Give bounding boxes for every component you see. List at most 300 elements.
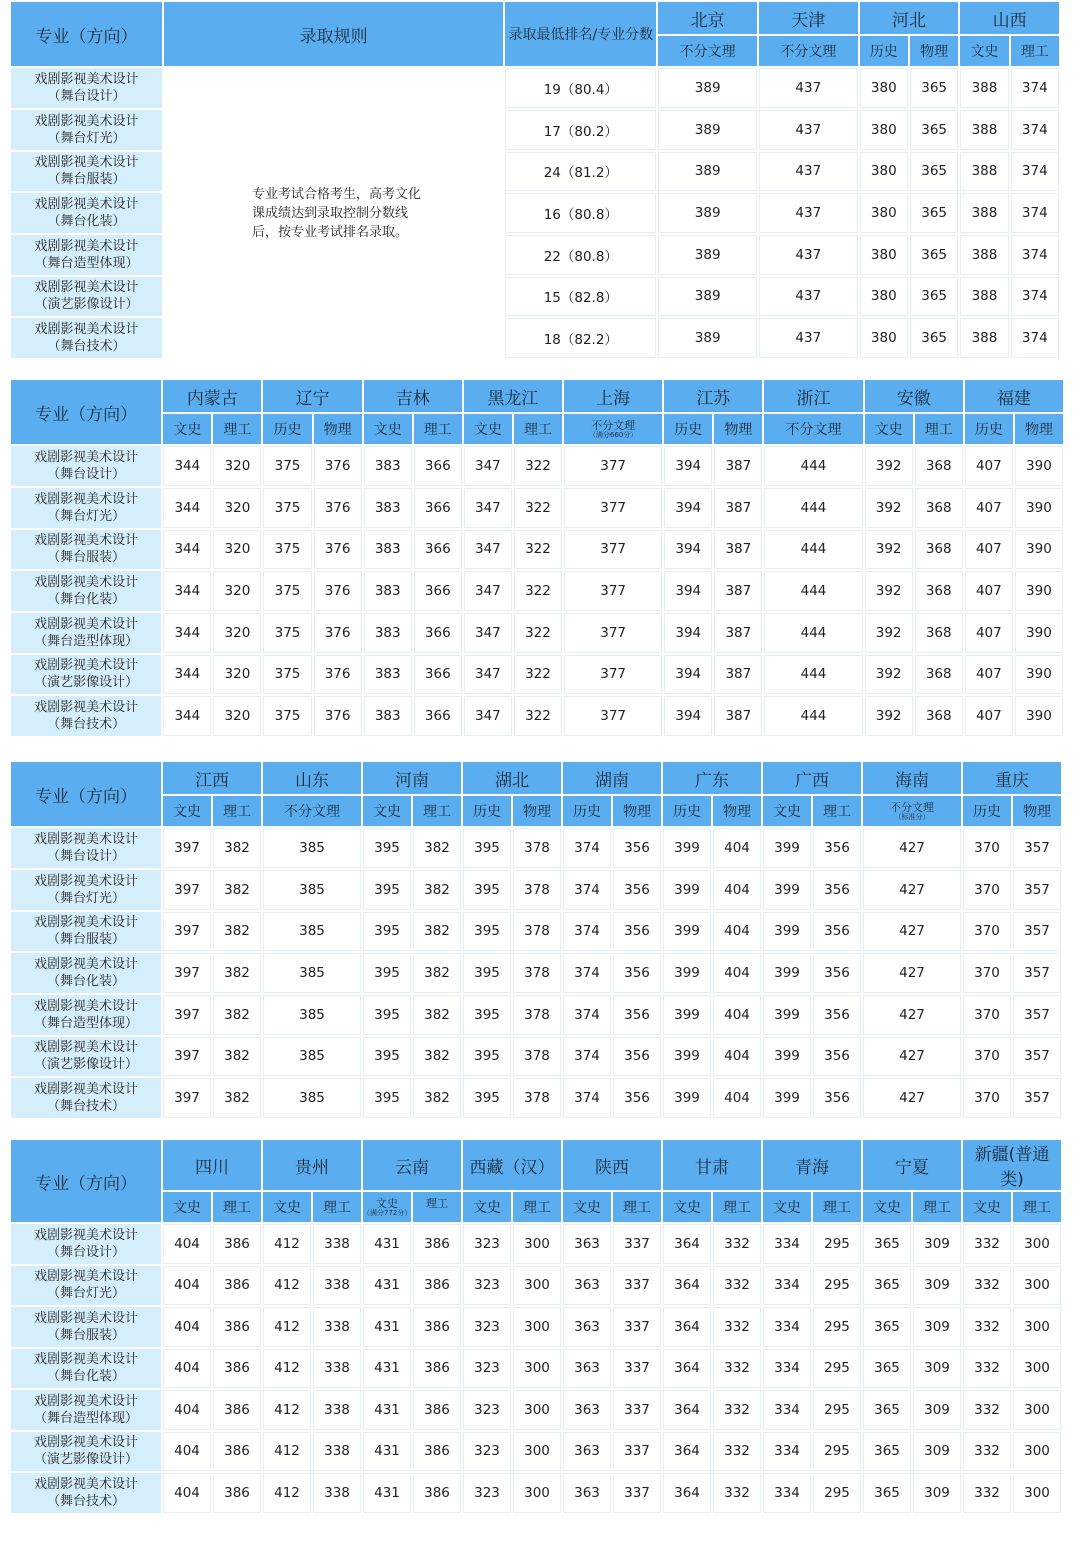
province-header: 江西 bbox=[163, 762, 261, 794]
score-cell: 320 bbox=[213, 696, 261, 736]
score-cell: 427 bbox=[863, 1037, 961, 1077]
score-cell: 399 bbox=[763, 828, 811, 868]
subject-note-spacer bbox=[413, 1209, 461, 1217]
score-cell: 323 bbox=[463, 1432, 511, 1472]
score-cell: 404 bbox=[163, 1307, 211, 1347]
table-row bbox=[11, 1349, 1061, 1389]
score-cell: 338 bbox=[313, 1473, 361, 1513]
score-cell: 387 bbox=[714, 696, 762, 736]
score-cell: 412 bbox=[263, 1266, 311, 1306]
major-name: 戏剧影视美术设计 bbox=[34, 533, 139, 549]
score-cell: 320 bbox=[213, 530, 261, 570]
major-direction: （舞台技术） bbox=[47, 339, 126, 355]
score-cell: 382 bbox=[413, 995, 461, 1035]
subject-header: 文史 bbox=[763, 796, 811, 826]
score-cell: 374 bbox=[1011, 68, 1059, 108]
score-cell: 356 bbox=[613, 912, 661, 952]
score-cell: 437 bbox=[759, 152, 858, 192]
score-cell: 320 bbox=[213, 446, 261, 486]
major-name-cell bbox=[11, 530, 161, 570]
subject-header: 物理 bbox=[713, 796, 761, 826]
subject-header: 理工 bbox=[213, 414, 261, 444]
major-name-cell bbox=[11, 488, 161, 528]
score-cell: 365 bbox=[863, 1224, 911, 1264]
score-cell: 407 bbox=[965, 446, 1013, 486]
table-row bbox=[11, 1307, 1061, 1347]
subject-header: 历史 bbox=[663, 796, 711, 826]
score-cell: 382 bbox=[213, 912, 261, 952]
major-name: 戏剧影视美术设计 bbox=[33, 1310, 138, 1326]
score-cell: 374 bbox=[1011, 110, 1059, 150]
score-cell: 357 bbox=[1013, 1037, 1061, 1077]
score-cell: 412 bbox=[263, 1224, 311, 1264]
table-row bbox=[11, 870, 1061, 910]
subject-header: 理工 bbox=[913, 1192, 961, 1222]
major-column-header: 专业（方向） bbox=[11, 1140, 161, 1222]
major-name: 戏剧影视美术设计 bbox=[33, 832, 138, 848]
score-cell: 332 bbox=[713, 1473, 761, 1513]
admission-rule-text: 专业考试合格考生，高考文化课成绩达到录取控制分数线后，按专业考试排名录取。 bbox=[164, 68, 503, 358]
subject-header bbox=[564, 414, 662, 444]
score-cell: 407 bbox=[965, 655, 1013, 695]
score-cell: 366 bbox=[414, 530, 462, 570]
major-name: 戏剧影视美术设计 bbox=[34, 616, 139, 632]
score-cell: 395 bbox=[363, 995, 411, 1035]
province-header: 福建 bbox=[965, 380, 1063, 412]
score-cell: 374 bbox=[563, 1037, 611, 1077]
score-cell: 437 bbox=[759, 193, 858, 233]
score-cell: 378 bbox=[513, 1037, 561, 1077]
score-cell: 389 bbox=[658, 68, 757, 108]
score-cell: 389 bbox=[658, 277, 757, 317]
score-cell: 399 bbox=[663, 828, 711, 868]
major-direction: （舞台设计） bbox=[47, 467, 126, 483]
score-cell: 386 bbox=[213, 1349, 261, 1389]
score-cell: 364 bbox=[663, 1307, 711, 1347]
score-cell: 380 bbox=[860, 68, 908, 108]
score-cell: 357 bbox=[1013, 828, 1061, 868]
score-cell: 347 bbox=[464, 488, 512, 528]
score-cell: 399 bbox=[663, 870, 711, 910]
score-cell: 357 bbox=[1013, 953, 1061, 993]
score-cell: 356 bbox=[813, 1037, 861, 1077]
table-row bbox=[11, 1224, 1061, 1264]
score-table-1 bbox=[9, 0, 1061, 360]
score-cell: 365 bbox=[910, 277, 958, 317]
score-cell: 366 bbox=[414, 488, 462, 528]
score-cell: 334 bbox=[763, 1349, 811, 1389]
subject-header: 物理 bbox=[314, 414, 362, 444]
score-cell: 357 bbox=[1013, 995, 1061, 1035]
major-name: 戏剧影视美术设计 bbox=[34, 658, 139, 674]
header-row-province bbox=[11, 1140, 1061, 1190]
table-row bbox=[11, 655, 1063, 695]
score-cell: 392 bbox=[865, 655, 913, 695]
score-cell: 388 bbox=[960, 68, 1008, 108]
score-cell: 300 bbox=[1013, 1224, 1061, 1264]
subject-header: 理工 bbox=[813, 1192, 861, 1222]
major-column-header: 专业（方向） bbox=[11, 2, 162, 66]
major-name: 戏剧影视美术设计 bbox=[33, 1393, 138, 1409]
major-name: 戏剧影视美术设计 bbox=[33, 1269, 138, 1285]
major-direction: （舞台设计） bbox=[46, 849, 125, 865]
subject-header: 物理 bbox=[1015, 414, 1063, 444]
score-cell: 357 bbox=[1013, 870, 1061, 910]
major-name: 戏剧影视美术设计 bbox=[33, 957, 138, 973]
major-name-cell bbox=[11, 1037, 161, 1077]
score-cell: 323 bbox=[463, 1224, 511, 1264]
score-cell: 356 bbox=[613, 1037, 661, 1077]
major-name: 戏剧影视美术设计 bbox=[33, 1040, 138, 1056]
major-direction: （舞台造型体现） bbox=[34, 633, 139, 649]
score-cell: 387 bbox=[714, 571, 762, 611]
province-header: 甘肃 bbox=[663, 1140, 761, 1190]
score-cell: 385 bbox=[263, 1078, 361, 1118]
province-header: 北京 bbox=[658, 2, 757, 34]
score-cell: 437 bbox=[759, 235, 858, 275]
major-name: 戏剧影视美术设计 bbox=[33, 1435, 138, 1451]
score-cell: 356 bbox=[813, 953, 861, 993]
table-row bbox=[11, 488, 1063, 528]
score-cell: 376 bbox=[314, 696, 362, 736]
score-cell: 386 bbox=[413, 1349, 461, 1389]
major-column-header: 专业（方向） bbox=[11, 762, 161, 826]
score-table-4 bbox=[9, 1138, 1063, 1515]
subject-header: 历史 bbox=[664, 414, 712, 444]
score-table-2 bbox=[9, 378, 1065, 738]
major-name-cell bbox=[11, 696, 161, 736]
score-cell: 404 bbox=[713, 828, 761, 868]
major-name-cell bbox=[11, 193, 162, 233]
score-cell: 365 bbox=[863, 1390, 911, 1430]
score-cell: 395 bbox=[363, 1037, 411, 1077]
score-cell: 390 bbox=[1015, 530, 1063, 570]
subject-header: 文史 bbox=[960, 36, 1008, 66]
score-cell: 344 bbox=[163, 488, 211, 528]
score-cell: 322 bbox=[514, 446, 562, 486]
score-cell: 378 bbox=[513, 953, 561, 993]
major-name: 戏剧影视美术设计 bbox=[34, 72, 139, 88]
subject-header: 历史 bbox=[860, 36, 908, 66]
score-cell: 295 bbox=[813, 1473, 861, 1513]
subject-header: 文史 bbox=[763, 1192, 811, 1222]
score-cell: 389 bbox=[658, 193, 757, 233]
major-direction: （舞台造型体现） bbox=[33, 1015, 138, 1031]
score-cell: 394 bbox=[664, 488, 712, 528]
major-name-cell bbox=[11, 1473, 161, 1513]
score-cell: 334 bbox=[763, 1307, 811, 1347]
score-cell: 332 bbox=[713, 1432, 761, 1472]
major-name-cell bbox=[11, 68, 162, 108]
subject-header: 理工 bbox=[413, 796, 461, 826]
score-cell: 365 bbox=[863, 1473, 911, 1513]
score-cell: 431 bbox=[363, 1224, 411, 1264]
score-cell: 356 bbox=[613, 953, 661, 993]
major-direction: （舞台技术） bbox=[47, 717, 126, 733]
score-cell: 365 bbox=[863, 1307, 911, 1347]
score-cell: 344 bbox=[163, 613, 211, 653]
score-cell: 300 bbox=[513, 1349, 561, 1389]
score-cell: 368 bbox=[915, 613, 963, 653]
score-cell: 386 bbox=[213, 1390, 261, 1430]
score-cell: 365 bbox=[910, 68, 958, 108]
major-name-cell bbox=[11, 277, 162, 317]
score-cell: 399 bbox=[663, 1078, 711, 1118]
score-cell: 309 bbox=[913, 1224, 961, 1264]
score-cell: 365 bbox=[910, 193, 958, 233]
score-cell: 338 bbox=[313, 1349, 361, 1389]
major-direction: （演艺影像设计） bbox=[34, 675, 139, 691]
header-row-province bbox=[11, 380, 1063, 412]
score-cell: 344 bbox=[163, 655, 211, 695]
province-header: 四川 bbox=[163, 1140, 261, 1190]
major-name: 戏剧影视美术设计 bbox=[34, 700, 139, 716]
subject-header: 理工 bbox=[813, 796, 861, 826]
major-direction: （舞台化装） bbox=[47, 592, 126, 608]
score-cell: 395 bbox=[463, 828, 511, 868]
score-cell: 397 bbox=[163, 912, 211, 952]
rank-column-header: 录取最低排名/专业分数 bbox=[505, 2, 656, 66]
score-cell: 374 bbox=[1011, 277, 1059, 317]
score-cell: 399 bbox=[663, 995, 711, 1035]
score-cell: 366 bbox=[414, 446, 462, 486]
score-cell: 394 bbox=[664, 446, 712, 486]
major-name: 戏剧影视美术设计 bbox=[34, 155, 139, 171]
score-cell: 356 bbox=[813, 828, 861, 868]
subject-label: 不分文理 bbox=[679, 44, 736, 61]
score-cell: 444 bbox=[764, 446, 862, 486]
score-cell: 374 bbox=[1011, 152, 1059, 192]
score-cell: 382 bbox=[413, 1078, 461, 1118]
score-cell: 431 bbox=[363, 1307, 411, 1347]
score-cell: 368 bbox=[915, 446, 963, 486]
score-cell: 356 bbox=[613, 870, 661, 910]
score-cell: 347 bbox=[464, 655, 512, 695]
score-cell: 399 bbox=[663, 1037, 711, 1077]
score-cell: 365 bbox=[910, 110, 958, 150]
score-cell: 347 bbox=[464, 613, 512, 653]
major-name-cell bbox=[11, 1266, 161, 1306]
province-header: 青海 bbox=[763, 1140, 861, 1190]
score-cell: 363 bbox=[563, 1224, 611, 1264]
table-row bbox=[11, 1390, 1061, 1430]
score-cell: 383 bbox=[364, 530, 412, 570]
score-cell: 431 bbox=[363, 1473, 411, 1513]
score-cell: 364 bbox=[663, 1349, 711, 1389]
score-cell: 344 bbox=[163, 530, 211, 570]
major-name-cell bbox=[11, 446, 161, 486]
score-cell: 323 bbox=[463, 1473, 511, 1513]
subject-header: 文史 bbox=[865, 414, 913, 444]
score-cell: 322 bbox=[514, 488, 562, 528]
score-cell: 337 bbox=[613, 1349, 661, 1389]
table-row bbox=[11, 613, 1063, 653]
score-cell: 377 bbox=[564, 446, 662, 486]
score-cell: 392 bbox=[865, 530, 913, 570]
score-cell: 404 bbox=[713, 870, 761, 910]
table-row bbox=[11, 995, 1061, 1035]
score-cell: 347 bbox=[464, 446, 512, 486]
score-cell: 383 bbox=[364, 696, 412, 736]
score-cell: 374 bbox=[563, 828, 611, 868]
score-cell: 323 bbox=[463, 1307, 511, 1347]
score-cell: 385 bbox=[263, 912, 361, 952]
score-cell: 365 bbox=[910, 235, 958, 275]
province-header: 云南 bbox=[363, 1140, 461, 1190]
table-row bbox=[11, 953, 1061, 993]
province-header: 广西 bbox=[763, 762, 861, 794]
score-cell: 386 bbox=[213, 1266, 261, 1306]
score-cell: 374 bbox=[563, 995, 611, 1035]
score-cell: 397 bbox=[163, 995, 211, 1035]
score-cell: 412 bbox=[263, 1349, 311, 1389]
score-cell: 366 bbox=[414, 571, 462, 611]
score-cell: 322 bbox=[514, 696, 562, 736]
province-header: 陕西 bbox=[563, 1140, 661, 1190]
score-cell: 370 bbox=[963, 870, 1011, 910]
major-name: 戏剧影视美术设计 bbox=[34, 197, 139, 213]
table-row bbox=[11, 828, 1061, 868]
subject-header: 文史 bbox=[563, 1192, 611, 1222]
major-direction: （舞台灯光） bbox=[47, 130, 126, 146]
subject-header: 理工 bbox=[915, 414, 963, 444]
score-cell: 309 bbox=[913, 1473, 961, 1513]
score-cell: 368 bbox=[915, 488, 963, 528]
score-cell: 300 bbox=[513, 1307, 561, 1347]
score-cell: 444 bbox=[764, 571, 862, 611]
score-cell: 376 bbox=[314, 488, 362, 528]
subject-header: 文史 bbox=[464, 414, 512, 444]
score-cell: 395 bbox=[463, 953, 511, 993]
major-name: 戏剧影视美术设计 bbox=[33, 873, 138, 889]
major-name: 戏剧影视美术设计 bbox=[34, 238, 139, 254]
major-name-cell bbox=[11, 828, 161, 868]
score-cell: 364 bbox=[663, 1390, 711, 1430]
score-cell: 309 bbox=[913, 1390, 961, 1430]
score-cell: 332 bbox=[963, 1266, 1011, 1306]
score-cell: 399 bbox=[763, 870, 811, 910]
score-cell: 320 bbox=[213, 613, 261, 653]
score-cell: 295 bbox=[813, 1224, 861, 1264]
score-cell: 375 bbox=[263, 655, 311, 695]
score-cell: 337 bbox=[613, 1390, 661, 1430]
subject-header: 理工 bbox=[713, 1192, 761, 1222]
subject-header: 文史 bbox=[163, 414, 211, 444]
score-cell: 374 bbox=[563, 870, 611, 910]
major-direction: （舞台技术） bbox=[46, 1493, 125, 1509]
score-cell: 382 bbox=[413, 870, 461, 910]
header-row-subject bbox=[11, 796, 1061, 826]
table-row bbox=[11, 530, 1063, 570]
province-header: 河北 bbox=[860, 2, 959, 34]
score-cell: 365 bbox=[910, 152, 958, 192]
major-direction: （舞台灯光） bbox=[47, 508, 126, 524]
score-cell: 337 bbox=[613, 1432, 661, 1472]
score-cell: 427 bbox=[863, 870, 961, 910]
score-cell: 387 bbox=[714, 655, 762, 695]
subject-header: 物理 bbox=[513, 796, 561, 826]
province-header: 重庆 bbox=[963, 762, 1061, 794]
subject-note: （满分772分） bbox=[363, 1208, 411, 1217]
score-cell: 385 bbox=[263, 953, 361, 993]
score-cell: 399 bbox=[663, 953, 711, 993]
score-cell: 332 bbox=[963, 1307, 1011, 1347]
score-cell: 368 bbox=[915, 655, 963, 695]
subject-label: 不分文理 bbox=[284, 804, 340, 821]
province-header: 新疆(普通类) bbox=[963, 1140, 1061, 1190]
score-cell: 404 bbox=[163, 1224, 211, 1264]
score-cell: 347 bbox=[464, 530, 512, 570]
score-cell: 332 bbox=[963, 1349, 1011, 1389]
score-cell: 332 bbox=[713, 1224, 761, 1264]
subject-label: 不分文理 bbox=[780, 44, 837, 61]
score-cell: 365 bbox=[863, 1266, 911, 1306]
score-cell: 300 bbox=[1013, 1390, 1061, 1430]
score-cell: 370 bbox=[963, 953, 1011, 993]
major-name: 戏剧影视美术设计 bbox=[34, 575, 139, 591]
score-cell: 395 bbox=[463, 870, 511, 910]
score-cell: 375 bbox=[263, 488, 311, 528]
province-header: 江苏 bbox=[664, 380, 762, 412]
score-cell: 397 bbox=[163, 953, 211, 993]
score-cell: 394 bbox=[664, 655, 712, 695]
table-row bbox=[11, 1078, 1061, 1118]
score-cell: 376 bbox=[314, 613, 362, 653]
major-direction: （舞台化装） bbox=[47, 214, 126, 230]
score-cell: 387 bbox=[714, 446, 762, 486]
subject-label: 文史 bbox=[376, 1196, 398, 1210]
subject-header: 理工 bbox=[213, 1192, 261, 1222]
subject-header: 文史 bbox=[863, 1192, 911, 1222]
major-direction: （舞台服装） bbox=[47, 550, 126, 566]
score-cell: 383 bbox=[364, 446, 412, 486]
score-cell: 399 bbox=[763, 912, 811, 952]
score-cell: 386 bbox=[413, 1266, 461, 1306]
score-cell: 395 bbox=[363, 870, 411, 910]
score-cell: 407 bbox=[965, 696, 1013, 736]
score-cell: 320 bbox=[213, 655, 261, 695]
score-cell: 444 bbox=[764, 696, 862, 736]
major-name-cell bbox=[11, 912, 161, 952]
score-cell: 387 bbox=[714, 488, 762, 528]
score-cell: 399 bbox=[763, 1078, 811, 1118]
table-row bbox=[11, 571, 1063, 611]
score-cell: 394 bbox=[664, 613, 712, 653]
score-cell: 300 bbox=[513, 1473, 561, 1513]
score-cell: 383 bbox=[364, 613, 412, 653]
score-cell: 431 bbox=[363, 1432, 411, 1472]
score-cell: 364 bbox=[663, 1224, 711, 1264]
score-cell: 376 bbox=[314, 530, 362, 570]
major-name-cell bbox=[11, 1078, 161, 1118]
province-header: 西藏（汉） bbox=[463, 1140, 561, 1190]
score-cell: 357 bbox=[1013, 912, 1061, 952]
score-cell: 338 bbox=[313, 1224, 361, 1264]
subject-header: 文史 bbox=[163, 796, 211, 826]
score-cell: 380 bbox=[860, 235, 908, 275]
province-header: 湖北 bbox=[463, 762, 561, 794]
subject-header: 历史 bbox=[563, 796, 611, 826]
score-cell: 374 bbox=[1011, 318, 1059, 358]
score-cell: 364 bbox=[663, 1473, 711, 1513]
rank-score-cell: 24（81.2） bbox=[505, 152, 656, 192]
score-cell: 375 bbox=[263, 530, 311, 570]
score-cell: 382 bbox=[213, 995, 261, 1035]
score-cell: 427 bbox=[863, 1078, 961, 1118]
score-cell: 392 bbox=[865, 613, 913, 653]
subject-header: 理工 bbox=[313, 1192, 361, 1222]
score-cell: 309 bbox=[913, 1432, 961, 1472]
